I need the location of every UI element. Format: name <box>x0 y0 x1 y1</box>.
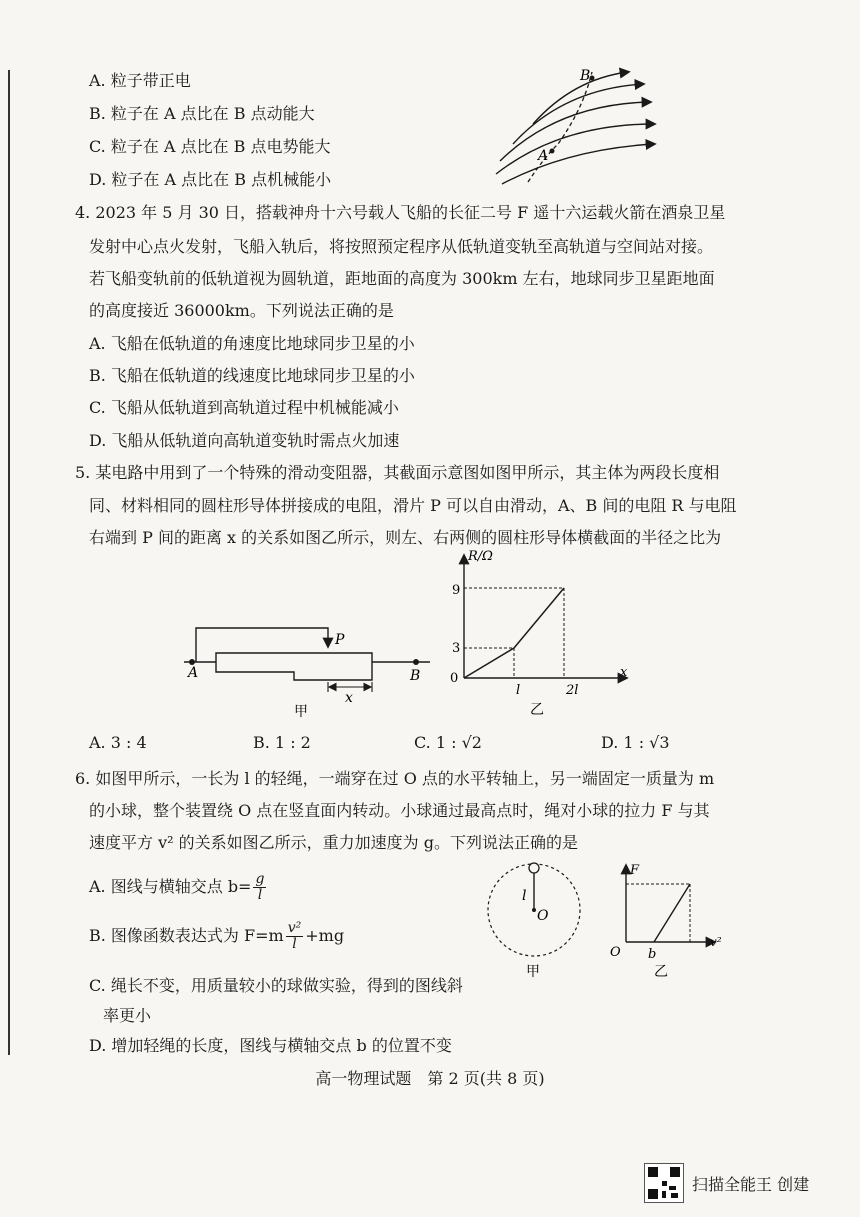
point-a-label: A <box>538 148 549 164</box>
q4-option-b[interactable]: B. 飞船在低轨道的线速度比地球同步卫星的小 <box>89 366 415 385</box>
q6-line-2: 的小球，整个装置绕 O 点在竖直面内转动。小球通过最高点时，绳对小球的拉力 F 与其 <box>89 801 710 820</box>
f-v2-line <box>654 884 690 942</box>
origin-label: 0 <box>450 671 459 686</box>
q3-option-b[interactable]: B. 粒子在 A 点比在 B 点动能大 <box>89 104 315 123</box>
terminal-b <box>413 659 419 665</box>
pivot-o <box>532 908 536 912</box>
circle-caption: 甲 <box>526 964 540 980</box>
scanner-watermark <box>644 1163 809 1203</box>
q6-option-b[interactable] <box>89 919 344 953</box>
x-tick-label-2l: 2l <box>566 683 579 698</box>
q5-option-c[interactable]: C. 1 : √2 <box>414 733 482 752</box>
q6-option-b-fraction <box>286 921 304 952</box>
q4-line-2: 发射中心点火发射，飞船入轨后，将按照预定程序从低轨道变轨至高轨道与空间站对接。 <box>89 237 714 256</box>
q4-line-4: 的高度接近 36000km。下列说法正确的是 <box>89 301 394 320</box>
field-lines-figure <box>488 64 658 189</box>
f-origin-label: O <box>610 945 621 960</box>
q6-option-b-prefix: B. 图像函数表达式为 F=m <box>89 926 284 945</box>
rheostat-figure <box>180 620 440 720</box>
point-b-label: B <box>580 68 591 84</box>
f-axis-label: F <box>630 863 640 878</box>
x-tick-label-l: l <box>516 683 521 698</box>
slider-label-p: P <box>335 632 345 648</box>
y-tick-label-9: 9 <box>452 583 461 598</box>
force-velocity-chart <box>608 860 730 980</box>
q6-option-b-suffix: +mg <box>305 926 345 945</box>
q5-option-b[interactable]: B. 1 : 2 <box>253 733 311 752</box>
rx-chart-caption: 乙 <box>530 702 544 718</box>
q5-choices <box>89 733 789 757</box>
resistance-distance-chart <box>440 548 640 718</box>
q6-option-a-den: l <box>257 887 263 903</box>
intercept-b-label: b <box>648 947 657 962</box>
q5-line-2: 同、材料相同的圆柱形导体拼接成的电阻，滑片 P 可以自由滑动，A、B 间的电阻 R 与电阻 <box>89 496 737 515</box>
field-line-4 <box>496 124 654 174</box>
rheostat-label-a: A <box>188 665 199 681</box>
q4-line-1: 4. 2023 年 5 月 30 日，搭载神舟十六号载人飞船的长征二号 F 遥十六运载火箭在酒泉卫星 <box>75 203 726 222</box>
q4-option-d[interactable]: D. 飞船从低轨道向高轨道变轨时需点火加速 <box>89 431 400 450</box>
page-footer: 高一物理试题 第 2 页(共 8 页) <box>315 1069 545 1088</box>
q4-option-c[interactable]: C. 飞船从低轨道到高轨道过程中机械能减小 <box>89 398 399 417</box>
q6-option-a-prefix: A. 图线与横轴交点 b= <box>89 877 252 896</box>
page-margin-line <box>8 70 10 1055</box>
q4-option-a[interactable]: A. 飞船在低轨道的角速度比地球同步卫星的小 <box>89 334 415 353</box>
q5-line-1: 5. 某电路中用到了一个特殊的滑动变阻器，其截面示意图如图甲所示，其主体为两段长度相 <box>75 463 720 482</box>
q3-option-c[interactable]: C. 粒子在 A 点比在 B 点电势能大 <box>89 137 331 156</box>
rope-length-label: l <box>522 888 527 904</box>
rheostat-label-b: B <box>410 668 421 684</box>
v2-axis-label: v² <box>710 935 722 949</box>
q5-option-d[interactable]: D. 1 : √3 <box>601 733 670 752</box>
rx-segment-2 <box>514 588 564 648</box>
x-axis-label: x <box>620 665 628 680</box>
q4-line-3: 若飞船变轨前的低轨道视为圆轨道，距地面的高度为 300km 左右，地球同步卫星距地面 <box>89 269 715 288</box>
q5-line-3: 右端到 P 间的距离 x 的关系如图乙所示，则左、右两侧的圆柱形导体横截面的半径之比为 <box>89 528 722 547</box>
distance-label-x: x <box>345 690 353 706</box>
fv-chart-caption: 乙 <box>654 964 668 980</box>
watermark-text: 扫描全能王 创建 <box>692 1174 810 1194</box>
q6-option-c-line-1[interactable]: C. 绳长不变，用质量较小的球做实验，得到的图线斜 <box>89 976 463 995</box>
pivot-label: O <box>537 908 549 924</box>
q3-option-d[interactable]: D. 粒子在 A 点比在 B 点机械能小 <box>89 170 332 189</box>
q6-option-a-num: g <box>255 871 265 887</box>
trajectory-dashed <box>528 72 592 182</box>
q5-option-a[interactable]: A. 3 : 4 <box>89 733 147 752</box>
field-line-3 <box>500 102 650 161</box>
q6-option-a[interactable] <box>89 870 268 904</box>
rheostat-caption: 甲 <box>294 704 308 720</box>
q6-option-b-num: v² <box>287 920 302 936</box>
rx-segment-1 <box>464 648 514 678</box>
q6-option-a-fraction <box>253 872 266 903</box>
q6-line-3: 速度平方 v² 的关系如图乙所示，重力加速度为 g。下列说法正确的是 <box>89 833 578 852</box>
pendulum-circle-figure <box>486 858 582 980</box>
q3-option-a[interactable]: A. 粒子带正电 <box>89 71 191 90</box>
q6-option-d[interactable]: D. 增加轻绳的长度，图线与横轴交点 b 的位置不变 <box>89 1036 452 1055</box>
q6-option-b-den: l <box>292 936 297 952</box>
ball <box>529 863 539 873</box>
qr-code-icon <box>644 1163 684 1203</box>
y-tick-label-3: 3 <box>452 641 461 656</box>
q6-option-c-line-2: 率更小 <box>103 1006 152 1025</box>
field-line-5 <box>502 144 654 184</box>
y-axis-label: R/Ω <box>468 549 493 564</box>
conductor-body <box>216 653 372 680</box>
q6-line-1: 6. 如图甲所示，一长为 l 的轻绳，一端穿在过 O 点的水平转轴上，另一端固定一质量为 m <box>75 769 715 788</box>
point-a <box>550 149 555 154</box>
